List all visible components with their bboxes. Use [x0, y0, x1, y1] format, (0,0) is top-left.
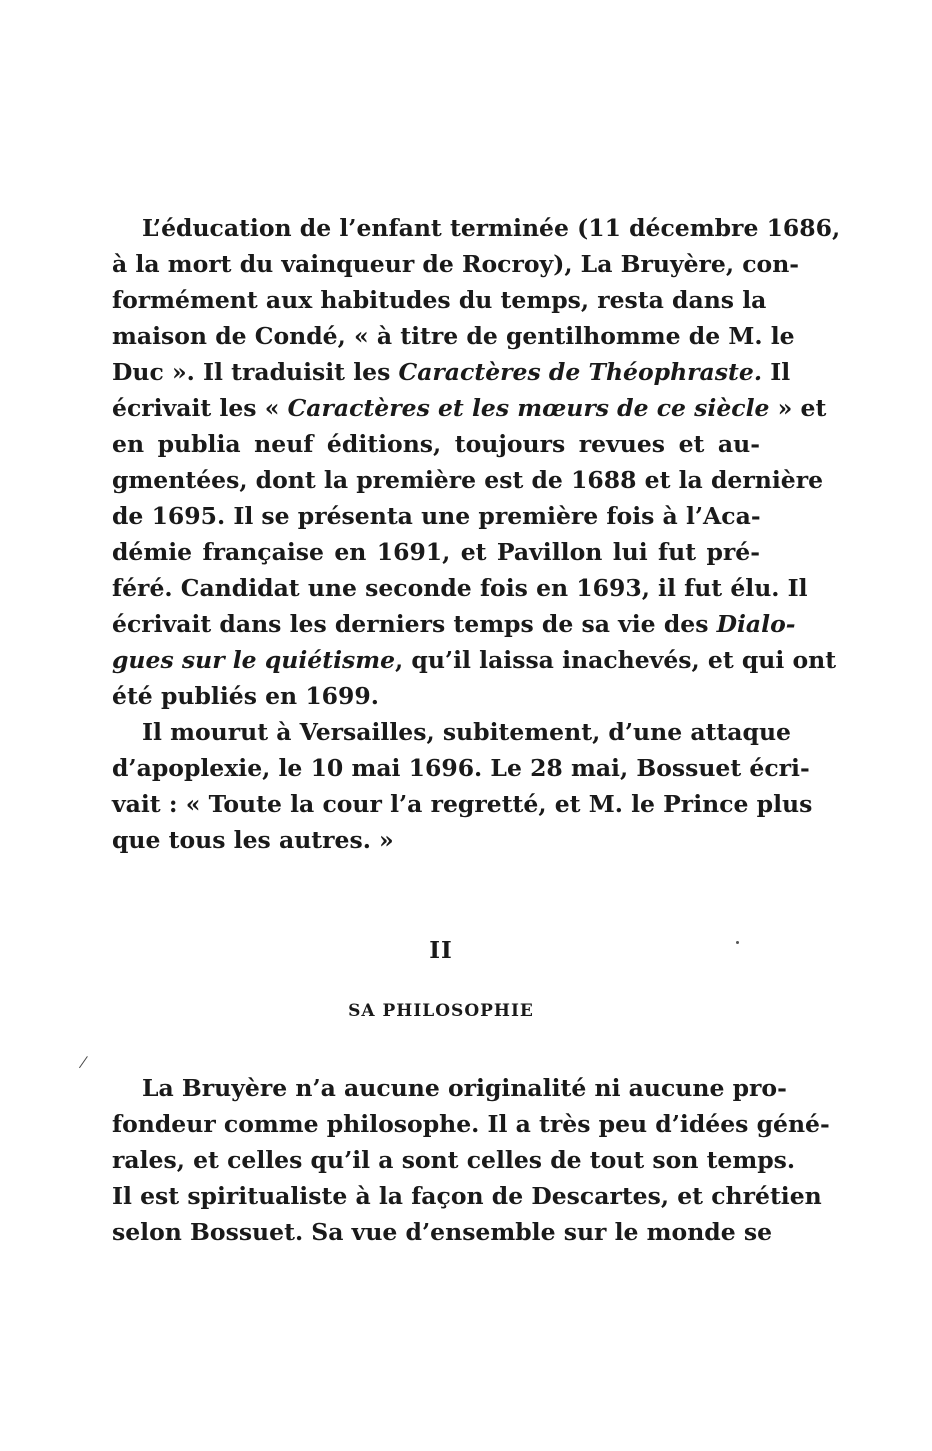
text-line: [112, 354, 791, 390]
text-line: été publiés en 1699.: [112, 682, 379, 710]
scan-mark: [79, 1056, 96, 1074]
text-line: selon Bossuet. Sa vue d’ensemble sur le monde se: [112, 1218, 773, 1246]
text-line: féré. Candidat une seconde fois en 1693, il fut élu. Il: [112, 574, 808, 602]
text-line: [112, 390, 827, 426]
text-line: Il est spiritualiste à la façon de Descartes, et chrétien: [112, 1182, 822, 1210]
section-number: II: [429, 937, 453, 964]
text-line: vait : « Toute la cour l’a regretté, et M. le Prince plus: [112, 790, 813, 818]
text-segment: écrivait dans les derniers temps de sa vie des: [112, 610, 717, 638]
text-line: démie française en 1691, et Pavillon lui fut pré-: [112, 538, 760, 566]
paragraph-education: [112, 210, 841, 714]
text-line: La Bruyère n’a aucune originalité ni aucune pro-: [142, 1074, 787, 1102]
text-line: de 1695. Il se présenta une première fois à l’Aca-: [112, 502, 761, 530]
text-line: fondeur comme philosophe. Il a très peu d’idées géné-: [112, 1110, 830, 1138]
italic-title-theophraste: Caractères de Théophraste.: [398, 358, 763, 386]
text-segment: , qu’il laissa inachevés, et qui ont: [395, 646, 837, 674]
text-line: maison de Condé, « à titre de gentilhomme de M. le: [112, 322, 795, 350]
text-segment: écrivait les «: [112, 394, 288, 422]
text-segment: » et: [769, 394, 827, 422]
text-line: en publia neuf éditions, toujours revues et au-: [112, 430, 760, 458]
text-line: gmentées, dont la première est de 1688 et la dernière: [112, 466, 824, 494]
italic-title-dialogues-cont: gues sur le quiétisme: [112, 646, 396, 674]
text-line: à la mort du vainqueur de Rocroy), La Bruyère, con-: [112, 250, 800, 278]
text-segment: Duc ». Il traduisit les: [112, 358, 399, 386]
text-line: que tous les autres. »: [112, 826, 394, 854]
text-segment: Il: [762, 358, 791, 386]
scan-speck: [736, 941, 739, 944]
italic-title-dialogues: Dialo-: [716, 610, 796, 638]
text-line: [112, 606, 796, 642]
text-line: L’éducation de l’enfant terminée (11 décembre 1686,: [142, 214, 841, 242]
section-title: SA PHILOSOPHIE: [348, 1001, 534, 1021]
text-line: formément aux habitudes du temps, resta dans la: [112, 286, 767, 314]
italic-title-caracteres: Caractères et les mœurs de ce siècle: [287, 394, 770, 422]
paragraph-philosophy: [112, 1070, 830, 1250]
text-line: rales, et celles qu’il a sont celles de tout son temps.: [112, 1146, 796, 1174]
text-line: Il mourut à Versailles, subitement, d’une attaque: [142, 718, 791, 746]
text-line: [112, 642, 837, 678]
paragraph-death: [112, 714, 813, 858]
text-line: d’apoplexie, le 10 mai 1696. Le 28 mai, Bossuet écri-: [112, 754, 810, 782]
